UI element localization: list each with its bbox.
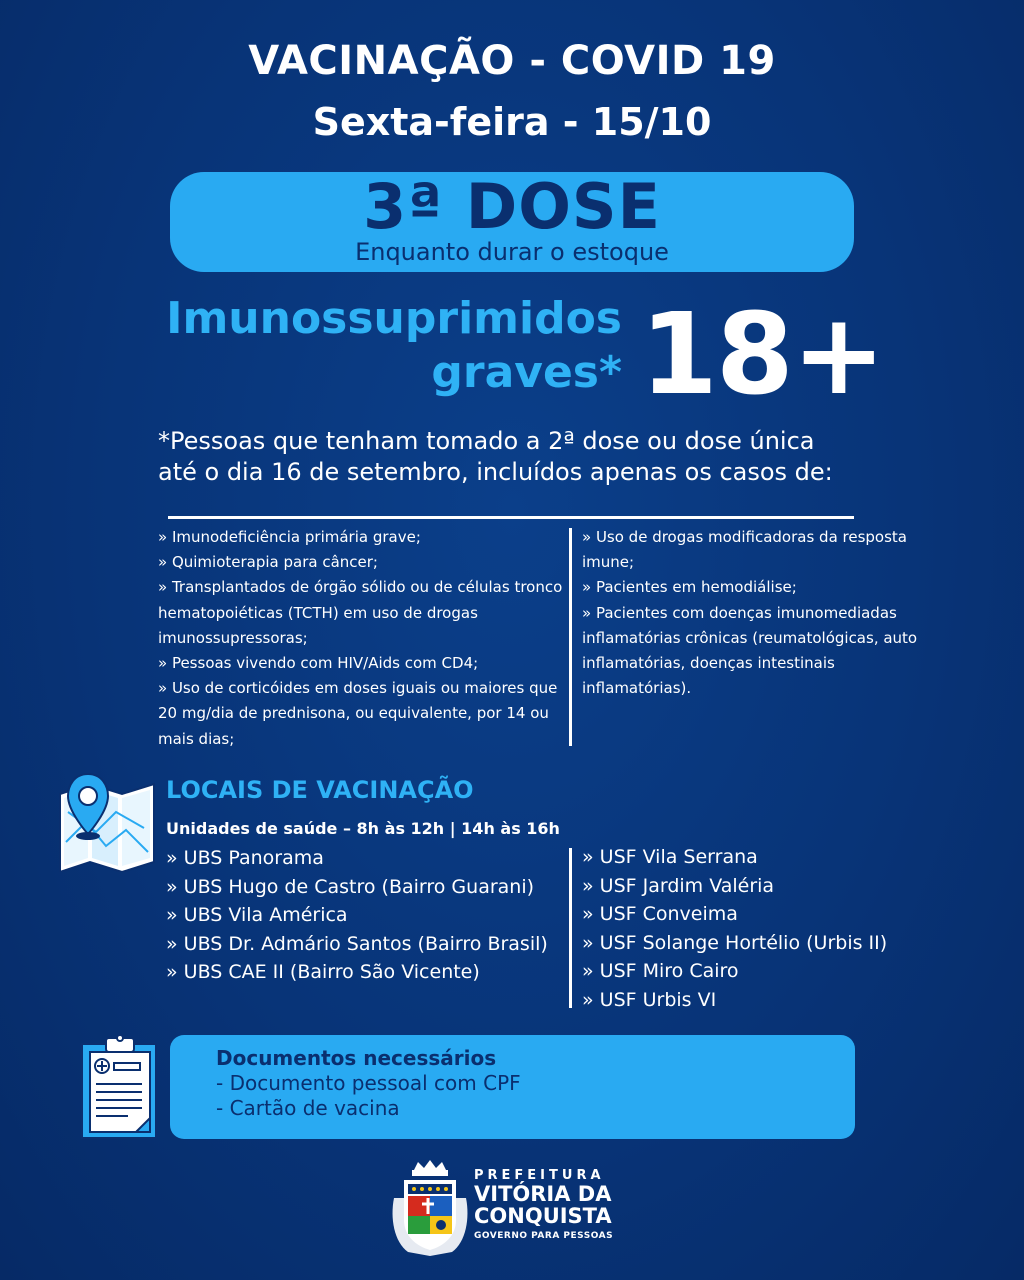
target-group-line1: Imunossuprimidos [166, 293, 622, 344]
dose-subtitle: Enquanto durar o estoque [355, 238, 669, 266]
age-badge: 18+ [640, 290, 884, 420]
list-item: » USF Jardim Valéria [582, 874, 775, 897]
list-item: » UBS Hugo de Castro (Bairro Guarani) [166, 875, 535, 898]
documents-info [216, 1046, 521, 1121]
list-item: » UBS Dr. Admário Santos (Bairro Brasil) [166, 932, 548, 955]
logo-city-line2: CONQUISTA [474, 1204, 612, 1228]
logo-prefix: PREFEITURA [474, 1168, 605, 1183]
clipboard-document-icon [80, 1034, 160, 1144]
list-item: » Transplantados de órgão sólido ou de células tronco hematopoiéticas (TCTH) em uso de drogas imunossupressoras; [158, 578, 563, 647]
list-item: - Documento pessoal com CPF [216, 1071, 521, 1095]
note-line2: até o dia 16 de setembro, incluídos apenas os casos de: [158, 458, 833, 486]
list-item: » Pacientes com doenças imunomediadas inflamatórias crônicas (reumatológicas, auto inflamatórias, doenças intestinais inflamatórias). [582, 603, 918, 698]
note-line1: *Pessoas que tenham tomado a 2ª dose ou dose única [158, 427, 815, 455]
list-item: » Uso de drogas modificadoras da resposta imune; [582, 528, 907, 572]
list-item: - Cartão de vacina [216, 1096, 400, 1120]
target-group [120, 292, 622, 400]
opening-hours: Unidades de saúde – 8h às 12h | 14h às 16h [166, 819, 560, 838]
column-divider [569, 848, 572, 1008]
page-date: Sexta-feira - 15/10 [312, 100, 712, 144]
city-coat-of-arms-icon [388, 1158, 472, 1262]
conditions-list-left [158, 525, 563, 752]
list-item: » Pacientes em hemodiálise; [582, 578, 797, 597]
list-item: » Quimioterapia para câncer; [158, 553, 378, 572]
list-item: » Imunodeficiência primária grave; [158, 528, 421, 546]
list-item: » USF Conveima [582, 903, 738, 925]
logo-tagline: GOVERNO PARA PESSOAS [474, 1231, 614, 1241]
logo-city-line1: VITÓRIA DA [474, 1182, 612, 1206]
list-item: » USF Vila Serrana [582, 846, 758, 868]
ubs-list [166, 844, 566, 987]
city-logo-text [474, 1168, 613, 1241]
list-item: » UBS Vila América [166, 904, 348, 926]
locations-title: LOCAIS DE VACINAÇÃO [166, 776, 474, 804]
list-item: » USF Solange Hortélio (Urbis II) [582, 931, 888, 954]
documents-title: Documentos necessários [216, 1046, 497, 1070]
target-group-line2: graves* [431, 347, 622, 398]
list-item: » USF Miro Cairo [582, 960, 739, 982]
usf-list [582, 843, 922, 1014]
list-item: » Pessoas vivendo com HIV/Aids com CD4; [158, 654, 479, 673]
map-location-icon [56, 772, 160, 876]
divider [168, 516, 854, 519]
eligibility-note [158, 426, 878, 488]
list-item: » UBS CAE II (Bairro São Vicente) [166, 961, 480, 983]
list-item: » USF Urbis VI [582, 988, 717, 1011]
dose-title: 3ª DOSE [363, 170, 661, 243]
conditions-list-right [582, 525, 942, 701]
page-title: VACINAÇÃO - COVID 19 [248, 38, 776, 84]
list-item: » UBS Panorama [166, 847, 324, 869]
column-divider [569, 528, 572, 746]
list-item: » Uso de corticóides em doses iguais ou maiores que 20 mg/dia de prednisona, ou equivalente, por 14 ou mais dias; [158, 679, 558, 748]
